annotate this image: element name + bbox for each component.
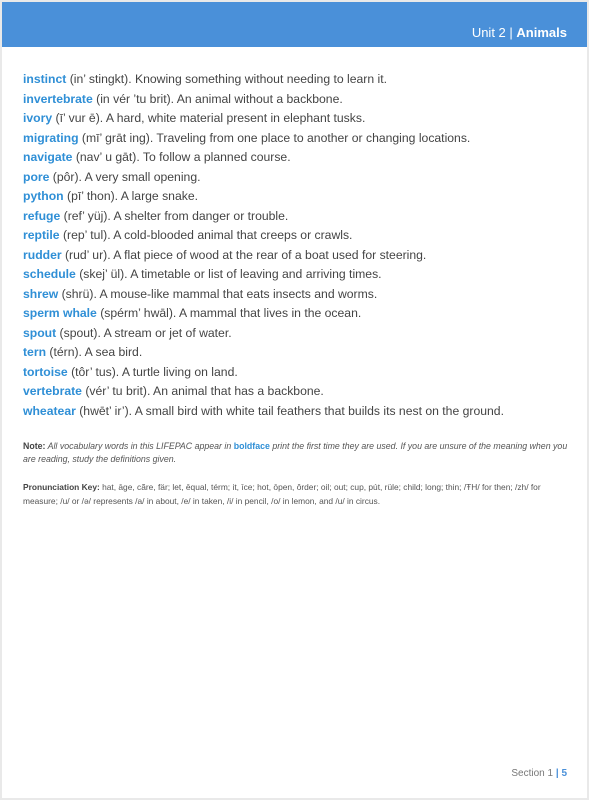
vocab-term: rudder <box>23 247 62 262</box>
vocab-entry <box>23 343 568 363</box>
vocab-entry <box>23 285 568 305</box>
vocab-entry <box>23 129 568 149</box>
vocab-term: migrating <box>23 130 79 145</box>
vocab-entry <box>23 226 568 246</box>
pronunciation-key-label: Pronunciation Key: <box>23 482 100 492</box>
unit-name: Animals <box>516 25 567 40</box>
vocab-term: sperm whale <box>23 306 97 320</box>
vocab-entry <box>23 148 568 168</box>
pronunciation-key <box>23 481 571 508</box>
vocab-definition: (tôr’ tus). A turtle living on land. <box>67 364 238 379</box>
vocab-term: reptile <box>23 228 60 242</box>
vocab-entry <box>23 90 568 110</box>
vocab-definition: (pī’ thon). A large snake. <box>63 189 198 203</box>
note-text-before: All vocabulary words in this LIFEPAC appear in <box>45 441 234 451</box>
vocab-definition: (nav’ u gāt). To follow a planned course. <box>72 150 291 164</box>
vocab-definition: (rep’ tul). A cold-blooded animal that creeps or crawls. <box>59 228 353 242</box>
vocab-term: vertebrate <box>23 384 82 398</box>
vocab-definition: (spout). A stream or jet of water. <box>56 325 232 340</box>
vocab-entry <box>23 363 568 383</box>
section-label: Section 1 <box>511 768 554 779</box>
vocab-entry <box>23 207 568 227</box>
unit-number: Unit 2 <box>471 25 506 40</box>
vocab-entry <box>23 265 568 285</box>
vocab-definition: (mī’ grāt ing). Traveling from one place to another or changing locations. <box>78 130 471 145</box>
unit-title <box>472 25 567 40</box>
note-boldface-word: boldface <box>233 441 270 451</box>
vocab-definition: (in vér ’tu brit). An animal without a backbone. <box>92 91 343 106</box>
workbook-page <box>2 2 587 798</box>
vocab-entry <box>23 402 568 422</box>
note-label: Note: <box>23 441 46 451</box>
vocab-entry <box>23 304 568 324</box>
vocab-definition: (shrü). A mouse-like mammal that eats insects and worms. <box>58 286 378 301</box>
vocab-term: schedule <box>23 267 76 281</box>
vocab-entry <box>23 168 568 188</box>
pronunciation-key-text: hat, āge, cãre, fär; let, ēqual, térm; it, īce; hot, ōpen, ôrder; oil; out; cup, pút, rüle; child; long; thin; /ŦH/ for then; /zh/ for measure; /u/ or /ə/ represents /a/ in about, /e/ in taken, /i/ in pencil, /o/ in lemon, and /u/ in circus. <box>23 482 541 506</box>
vocab-entry <box>23 382 568 402</box>
vocab-entry <box>23 187 568 207</box>
vocab-term: python <box>23 189 64 203</box>
vocab-term: spout <box>23 325 57 340</box>
vocab-term: wheatear <box>23 403 76 418</box>
vocab-definition: (térn). A sea bird. <box>46 345 143 359</box>
vocab-definition: (ī’ vur ē). A hard, white material present in elephant tusks. <box>52 111 366 125</box>
vocab-term: invertebrate <box>23 91 93 106</box>
vocab-entry <box>23 324 568 344</box>
vocab-term: tern <box>23 345 47 359</box>
vocab-term: tortoise <box>23 364 68 379</box>
vocab-entry <box>23 109 568 129</box>
vocab-term: navigate <box>23 150 73 164</box>
vocabulary-note <box>23 440 571 466</box>
vocab-definition: (spérm’ hwāl). A mammal that lives in the ocean. <box>96 306 362 320</box>
note-text-after: print the first time they are used. If you are unsure of the meaning when you are reading, study the definitions given. <box>23 441 568 464</box>
vocab-term: ivory <box>23 111 53 125</box>
page-footer <box>511 768 567 779</box>
footer-separator: | <box>555 768 559 779</box>
vocab-term: shrew <box>23 286 59 301</box>
vocab-definition: (ref’ yüj). A shelter from danger or trouble. <box>60 208 289 223</box>
vocab-definition: (skej’ ül). A timetable or list of leaving and arriving times. <box>75 267 382 281</box>
vocab-term: instinct <box>23 72 67 86</box>
vocab-definition: (vér’ tu brit). An animal that has a backbone. <box>81 384 324 398</box>
vocab-definition: (pôr). A very small opening. <box>49 169 201 184</box>
vocabulary-list <box>23 70 568 421</box>
vocab-definition: (rud’ ur). A flat piece of wood at the rear of a boat used for steering. <box>61 247 427 262</box>
vocab-term: pore <box>23 169 50 184</box>
vocab-entry <box>23 246 568 266</box>
vocab-entry <box>23 70 568 90</box>
unit-separator: | <box>509 25 513 40</box>
page-number: 5 <box>561 768 567 779</box>
vocab-term: refuge <box>23 208 61 223</box>
unit-banner <box>2 2 587 47</box>
vocab-definition: (hwēt’ ir’). A small bird with white tail feathers that builds its nest on the ground. <box>75 403 504 418</box>
vocab-definition: (in’ stingkt). Knowing something without needing to learn it. <box>66 72 388 86</box>
